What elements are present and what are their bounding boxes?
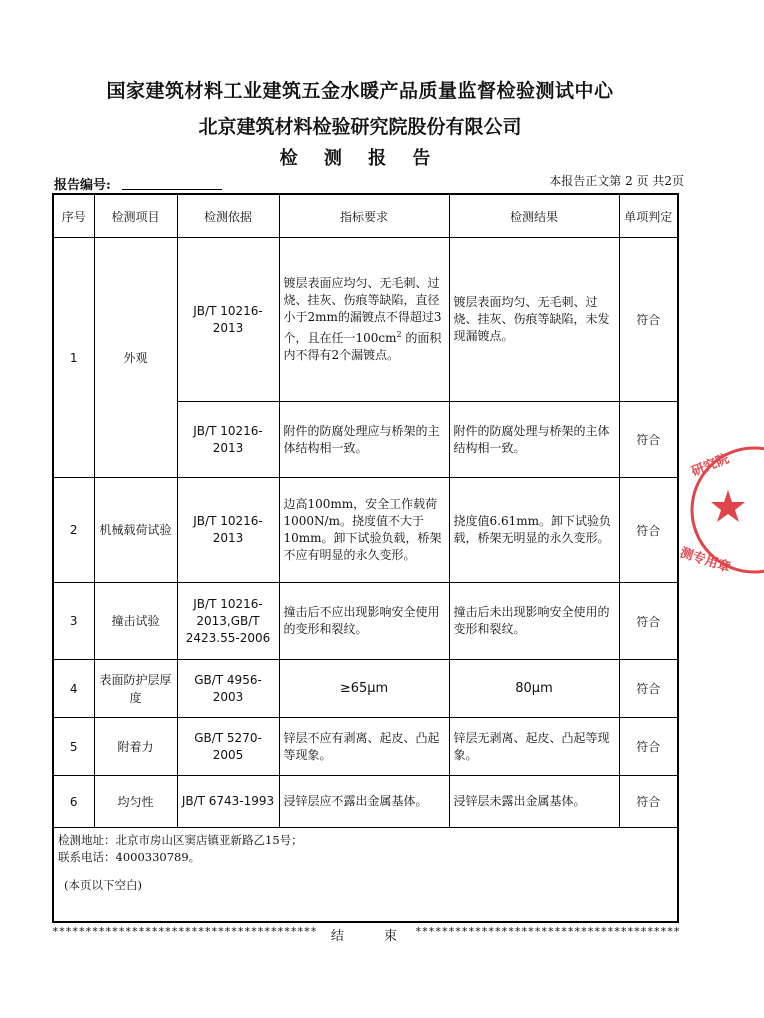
row-result: 锌层无剥离、起皮、凸起等现象。 [449, 718, 619, 776]
table-row [53, 718, 678, 776]
row-result: 80μm [449, 660, 619, 718]
org-name-line1: 国家建筑材料工业建筑五金水暖产品质量监督检验测试中心 [106, 80, 614, 102]
row-requirement: 边高100mm，安全工作载荷1000N/m。挠度值不大于10mm。卸下试验负载，桥架不应有明显的永久变形。 [279, 478, 449, 583]
header-item: 检测项目 [94, 194, 177, 238]
table-header-row [53, 194, 678, 238]
results-table [52, 193, 679, 828]
row-basis: JB/T 10216-2013 [177, 238, 279, 402]
stamp-seal [678, 440, 764, 580]
report-title: 检 测 报 告 [279, 148, 441, 169]
table-row [53, 660, 678, 718]
row-item: 表面防护层厚度 [94, 660, 177, 718]
row-item: 机械载荷试验 [94, 478, 177, 583]
row-verdict: 符合 [619, 776, 678, 828]
end-marker: 结 束 [330, 929, 416, 944]
header-verdict: 单项判定 [619, 194, 678, 238]
seal-text-top: 研究院 [689, 451, 732, 480]
table-row [53, 583, 678, 660]
table-row [53, 478, 678, 583]
header-no: 序号 [53, 194, 94, 238]
row-basis: GB/T 5270-2005 [177, 718, 279, 776]
row-result: 挠度值6.61mm。卸下试验负载，桥架无明显的永久变形。 [449, 478, 619, 583]
report-number-label: 报告编号: [54, 178, 111, 193]
end-line [52, 925, 680, 944]
row-result: 附件的防腐处理与桥架的主体结构相一致。 [449, 402, 619, 478]
header-basis: 检测依据 [177, 194, 279, 238]
row-item: 附着力 [94, 718, 177, 776]
seal-star-icon [711, 490, 745, 522]
row-result: 撞击后未出现影响安全使用的变形和裂纹。 [449, 583, 619, 660]
row-no: 1 [53, 238, 94, 478]
row-no: 4 [53, 660, 94, 718]
row-requirement [279, 238, 449, 402]
row-no: 6 [53, 776, 94, 828]
row-result: 浸锌层未露出金属基体。 [449, 776, 619, 828]
requirement-text-tail: 的面积内不得有2个漏镀点。 [283, 331, 442, 362]
row-item: 外观 [94, 238, 177, 478]
contact-phone: 联系电话：4000330789。 [58, 850, 201, 864]
row-verdict: 符合 [619, 718, 678, 776]
row-basis: GB/T 4956-2003 [177, 660, 279, 718]
row-verdict: 符合 [619, 478, 678, 583]
report-number-underline [122, 189, 222, 190]
row-no: 3 [53, 583, 94, 660]
contact-info [58, 832, 303, 866]
row-verdict: 符合 [619, 402, 678, 478]
row-no: 2 [53, 478, 94, 583]
row-item: 撞击试验 [94, 583, 177, 660]
seal-text-bottom: 测专用章 [678, 545, 733, 576]
row-basis: JB/T 10216-2013 [177, 402, 279, 478]
row-requirement: 撞击后不应出现影响安全使用的变形和裂纹。 [279, 583, 449, 660]
blank-note: (本页以下空白) [64, 878, 142, 892]
row-basis: JB/T 10216-2013,GB/T 2423.55-2006 [177, 583, 279, 660]
row-basis: JB/T 6743-1993 [177, 776, 279, 828]
row-basis: JB/T 10216-2013 [177, 478, 279, 583]
stars-right: **************************************** [415, 925, 680, 938]
table-row [53, 776, 678, 828]
row-verdict: 符合 [619, 660, 678, 718]
table-row [53, 238, 678, 402]
row-result: 镀层表面均匀、无毛刺、过烧、挂灰、伤痕等缺陷，未发现漏镀点。 [449, 238, 619, 402]
test-address: 检测地址：北京市房山区窦店镇亚新路乙15号； [58, 833, 303, 847]
row-requirement: 浸锌层应不露出金属基体。 [279, 776, 449, 828]
row-item: 均匀性 [94, 776, 177, 828]
row-requirement: ≥65μm [279, 660, 449, 718]
header-requirement: 指标要求 [279, 194, 449, 238]
row-no: 5 [53, 718, 94, 776]
footer-notes [52, 826, 679, 923]
row-requirement: 附件的防腐处理应与桥架的主体结构相一致。 [279, 402, 449, 478]
requirement-superscript: 2 [396, 330, 402, 339]
row-requirement: 锌层不应有剥离、起皮、凸起等现象。 [279, 718, 449, 776]
row-verdict: 符合 [619, 238, 678, 402]
header-result: 检测结果 [449, 194, 619, 238]
stars-left: **************************************** [52, 925, 317, 938]
requirement-text: 镀层表面应均匀、无毛刺、过烧、挂灰、伤痕等缺陷，直径小于2mm的漏镀点不得超过3个，且在任一100cm [283, 276, 442, 345]
org-name-line2: 北京建筑材料检验研究院股份有限公司 [198, 116, 522, 138]
page-info: 本报告正文第 2 页 共2页 [549, 174, 684, 188]
row-verdict: 符合 [619, 583, 678, 660]
